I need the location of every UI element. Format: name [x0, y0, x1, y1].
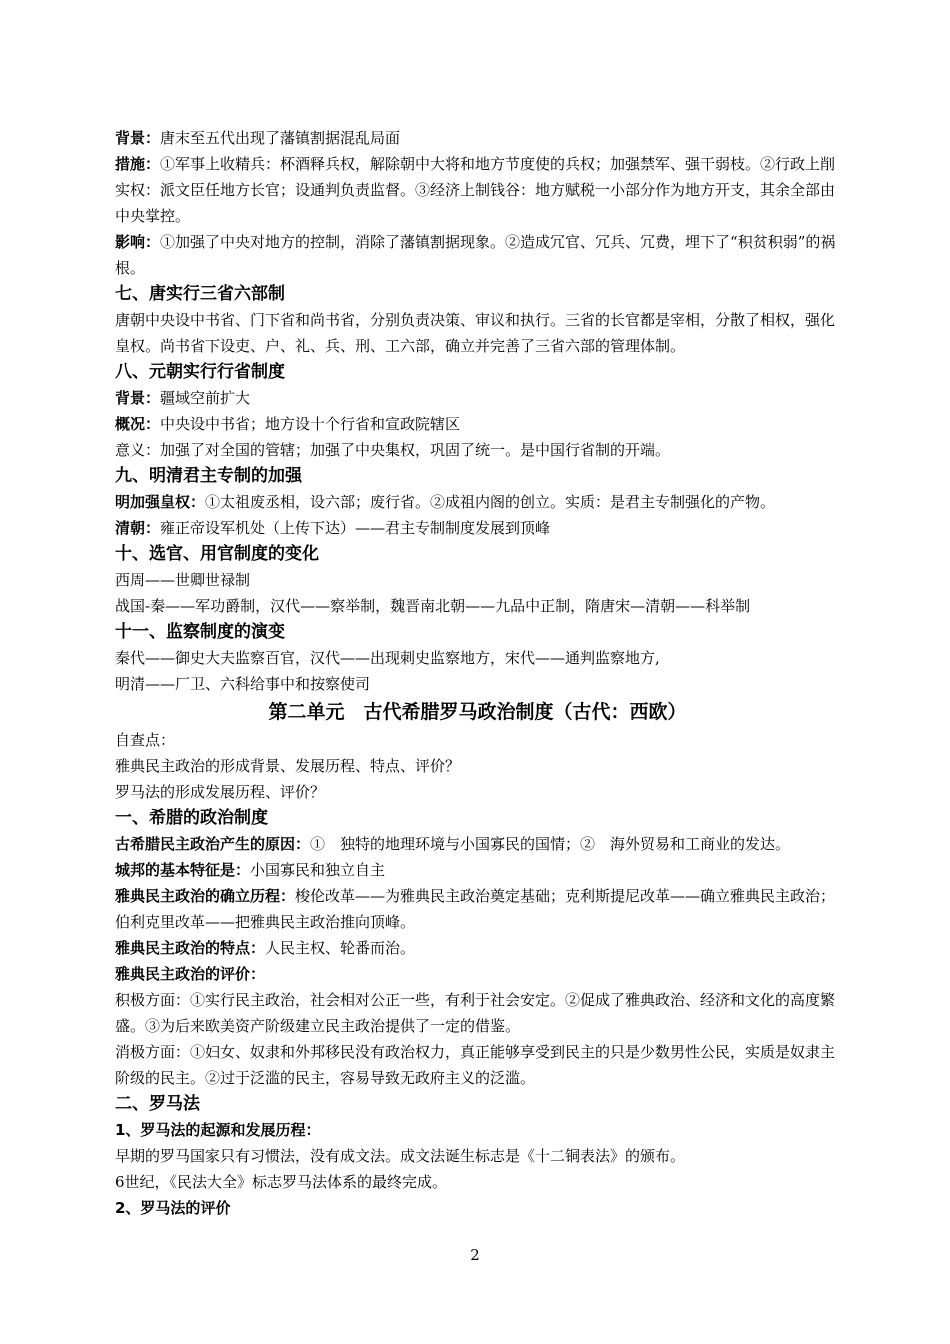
label-city-state: 城邦的基本特征是： [115, 861, 251, 879]
evaluation-positive: 积极方面：①实行民主政治，社会相对公正一些，有利于社会安定。②促成了雅典政治、经济和文化的高度繁盛。③为后来欧美资产阶级建立民主政治提供了一定的借鉴。 [115, 991, 836, 1035]
qing-text: 雍正帝设军机处（上传下达）——君主专制制度发展到顶峰 [160, 519, 551, 537]
rome-text-2: 6世纪，《民法大全》标志罗马法体系的最终完成。 [115, 1173, 448, 1191]
heading-section-7: 七、唐实行三省六部制 [115, 284, 285, 304]
yuan-overview [115, 411, 840, 437]
label-athens-history: 雅典民主政治的确立历程： [115, 887, 296, 905]
song-measures [115, 151, 840, 229]
measures-text: ①军事上收精兵：杯酒释兵权，解除朝中大将和地方节度使的兵权；加强禁军、强干弱枝。②行政上削实权：派文臣任地方长官；设通判负责监督。③经济上制钱谷：地方赋税一小部分作为地方开支，其余全部由中央掌控。 [115, 155, 836, 225]
song-background [115, 125, 840, 151]
yuan-meaning [115, 437, 840, 463]
qing-power [115, 515, 840, 541]
athens-evaluation-label: 雅典民主政治的评价： [115, 965, 266, 983]
label-background: 背景： [115, 129, 161, 147]
check-point-1: 雅典民主政治的形成背景、发展历程、特点、评价？ [115, 757, 461, 775]
label-background: 背景： [115, 389, 161, 407]
rome-subheading-1: 1、罗马法的起源和发展历程： [115, 1121, 321, 1139]
label-ming: 明加强皇权： [115, 493, 206, 511]
document-body [115, 125, 840, 1221]
athens-features [115, 935, 840, 961]
label-athens-features: 雅典民主政治的特点： [115, 939, 266, 957]
heading-rome: 二、罗马法 [115, 1094, 200, 1114]
section-11-line-2: 明清——厂卫、六科给事中和按察使司 [115, 675, 371, 693]
ming-power [115, 489, 840, 515]
yuan-overview-text: 中央设中书省；地方设十个行省和宣政院辖区 [160, 415, 461, 433]
label-measures: 措施： [115, 155, 161, 173]
rome-subheading-2: 2、罗马法的评价 [115, 1199, 231, 1217]
heading-section-9: 九、明清君主专制的加强 [115, 466, 302, 486]
label-impact: 影响： [115, 233, 161, 251]
background-text: 唐末至五代出现了藩镇割据混乱局面 [160, 129, 401, 147]
heading-section-11: 十一、监察制度的演变 [115, 622, 285, 642]
section-10-line-2: 战国-秦——军功爵制，汉代——察举制，魏晋南北朝——九品中正制，隋唐宋—清朝——科举制 [115, 597, 751, 615]
evaluation-negative: 消极方面：①妇女、奴隶和外邦移民没有政治权力，真正能够享受到民主的只是少数男性公民，实质是奴隶主阶级的民主。②过于泛滥的民主，容易导致无政府主义的泛滥。 [115, 1043, 836, 1087]
yuan-meaning-text: 加强了对全国的管辖；加强了中央集权，巩固了统一。是中国行省制的开端。 [160, 441, 671, 459]
city-state-features [115, 857, 840, 883]
label-meaning: 意义： [115, 441, 161, 459]
check-point-2: 罗马法的形成发展历程、评价？ [115, 783, 326, 801]
unit-title: 第二单元 古代希腊罗马政治制度（古代：西欧） [268, 701, 687, 723]
section-11-line-1: 秦代——御史大夫监察百官，汉代——出现刺史监察地方，宋代——通判监察地方, [115, 649, 660, 667]
section-7-text: 唐朝中央设中书省、门下省和尚书省，分别负责决策、审议和执行。三省的长官都是宰相，分散了相权，强化皇权。尚书省下设吏、户、礼、兵、刑、工六部，确立并完善了三省六部的管理体制。 [115, 311, 836, 355]
athens-features-text: 人民主权、轮番而治。 [265, 939, 416, 957]
heading-section-10: 十、选官、用官制度的变化 [115, 544, 319, 564]
impact-text: ①加强了中央对地方的控制，消除了藩镇割据现象。②造成冗官、冗兵、冗费，埋下了“积贫积弱”的祸根。 [115, 233, 836, 277]
check-points-label: 自查点： [115, 731, 176, 749]
ming-text: ①太祖废丞相，设六部；废行省。②成祖内阁的创立。实质：是君主专制强化的产物。 [205, 493, 776, 511]
heading-section-8: 八、元朝实行行省制度 [115, 362, 285, 382]
yuan-background-text: 疆域空前扩大 [160, 389, 251, 407]
song-impact [115, 229, 840, 281]
greece-cause [115, 831, 840, 857]
city-state-text: 小国寡民和独立自主 [250, 861, 386, 879]
page-number: 2 [470, 1246, 480, 1264]
rome-text-1: 早期的罗马国家只有习惯法，没有成文法。成文法诞生标志是《十二铜表法》的颁布。 [115, 1147, 686, 1165]
yuan-background [115, 385, 840, 411]
label-qing: 清朝： [115, 519, 161, 537]
label-overview: 概况： [115, 415, 161, 433]
athens-history-text: 梭伦改革——为雅典民主政治奠定基础；克利斯提尼改革——确立雅典民主政治；伯利克里改革——把雅典民主政治推向顶峰。 [115, 887, 836, 931]
heading-greece: 一、希腊的政治制度 [115, 808, 268, 828]
athens-history [115, 883, 840, 935]
label-cause: 古希腊民主政治产生的原因： [115, 835, 311, 853]
cause-text: ① 独特的地理环境与小国寡民的国情；② 海外贸易和工商业的发达。 [310, 835, 791, 853]
section-10-line-1: 西周——世卿世禄制 [115, 571, 251, 589]
